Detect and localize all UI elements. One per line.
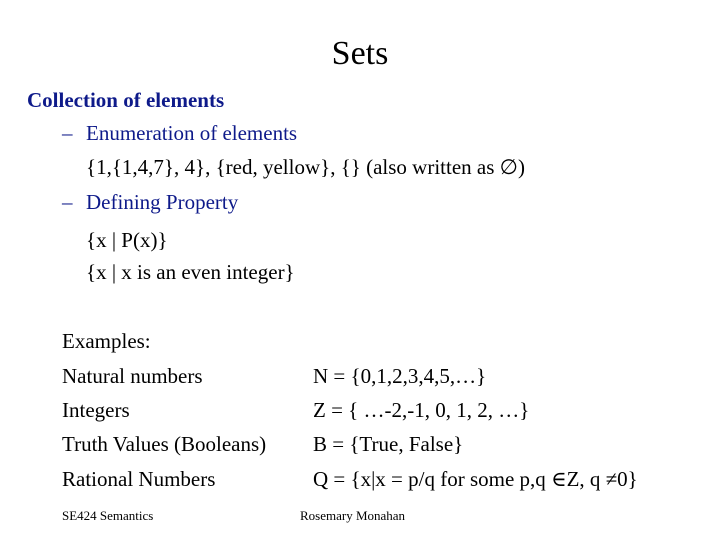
example-value: B = {True, False}	[313, 432, 464, 456]
slide-title-text: Sets	[331, 35, 389, 72]
sub-item-defining-property	[62, 189, 238, 215]
enumeration-example: {1,{1,4,7}, 4}, {red, yellow}, {} (also written as ∅)	[86, 155, 525, 179]
example-label: Rational Numbers	[62, 467, 216, 491]
example-label: Truth Values (Booleans)	[62, 432, 267, 456]
main-bullet: Collection of elements	[27, 88, 225, 112]
footer-author: Rosemary Monahan	[300, 508, 406, 523]
slide-title	[0, 34, 720, 74]
example-value: Z = { …-2,-1, 0, 1, 2, …}	[313, 398, 530, 422]
examples-heading: Examples:	[62, 329, 151, 353]
dash-marker: –	[62, 190, 73, 214]
property-line: {x | x is an even integer}	[86, 260, 295, 284]
example-value: Q = {x|x = p/q for some p,q ∈Z, q ≠0}	[313, 467, 638, 491]
property-line: {x | P(x)}	[86, 228, 168, 252]
example-value: N = {0,1,2,3,4,5,…}	[313, 364, 487, 388]
example-label: Integers	[62, 398, 130, 422]
sub-item-label: Defining Property	[86, 190, 239, 214]
sub-item-label: Enumeration of elements	[86, 121, 298, 145]
sub-item-enumeration	[62, 120, 297, 146]
footer-course: SE424 Semantics	[62, 508, 154, 523]
example-label: Natural numbers	[62, 364, 203, 388]
dash-marker: –	[62, 121, 73, 145]
